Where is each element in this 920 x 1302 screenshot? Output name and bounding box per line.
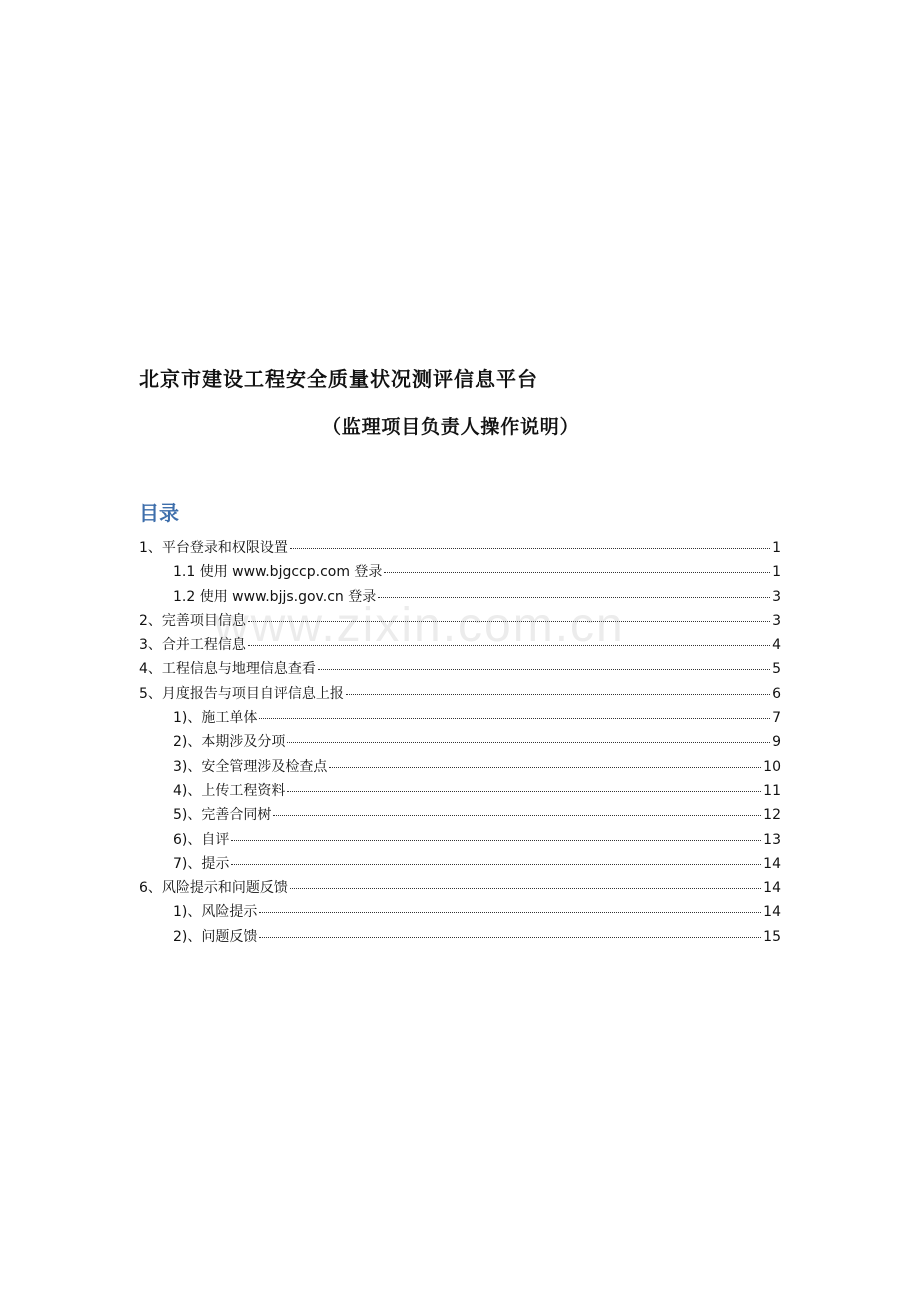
toc-leader-dots — [259, 900, 761, 913]
toc-entry-label: 3、合并工程信息 — [139, 637, 246, 654]
toc-leader-dots — [248, 609, 770, 622]
toc-leader-dots — [259, 706, 770, 719]
toc-entry-page-number: 3 — [772, 612, 781, 629]
toc-entry[interactable] — [139, 876, 781, 900]
toc-leader-dots — [290, 536, 770, 549]
toc-entry-label: 4)、上传工程资料 — [173, 782, 286, 799]
toc-entry-label: 5、月度报告与项目自评信息上报 — [139, 685, 344, 702]
toc-entry[interactable] — [139, 633, 781, 657]
toc-leader-dots — [378, 585, 770, 598]
toc-entry-page-number: 14 — [763, 855, 781, 872]
toc-entry-page-number: 9 — [772, 734, 781, 751]
toc-entry-label: 1)、风险提示 — [173, 904, 258, 921]
toc-entry-page-number: 1 — [772, 564, 781, 581]
toc-entry[interactable] — [139, 536, 781, 560]
watermark-text: www.zixin.com.cn — [214, 599, 625, 652]
toc-entry[interactable] — [139, 609, 781, 633]
toc-entry-label: 7)、提示 — [173, 855, 230, 872]
table-of-contents — [139, 536, 781, 949]
toc-entry[interactable] — [139, 585, 781, 609]
toc-leader-dots — [248, 633, 770, 646]
toc-entry[interactable] — [139, 779, 781, 803]
toc-leader-dots — [346, 682, 770, 695]
toc-entry-label: 2)、本期涉及分项 — [173, 734, 286, 751]
toc-entry-label: 1.1 使用 www.bjgccp.com 登录 — [173, 564, 383, 581]
toc-entry-label: 5)、完善合同树 — [173, 807, 272, 824]
toc-leader-dots — [231, 852, 761, 865]
toc-leader-dots — [231, 828, 761, 841]
toc-entry-label: 6、风险提示和问题反馈 — [139, 880, 288, 897]
toc-entry[interactable] — [139, 852, 781, 876]
toc-leader-dots — [384, 560, 770, 573]
toc-entry-label: 4、工程信息与地理信息查看 — [139, 661, 316, 678]
toc-entry-label: 1.2 使用 www.bjjs.gov.cn 登录 — [173, 588, 377, 605]
toc-entry-page-number: 5 — [772, 661, 781, 678]
toc-entry[interactable] — [139, 803, 781, 827]
toc-entry[interactable] — [139, 900, 781, 924]
toc-entry-label: 1、平台登录和权限设置 — [139, 540, 288, 556]
document-subtitle: （监理项目负责人操作说明） — [322, 416, 580, 438]
toc-entry[interactable] — [139, 682, 781, 706]
toc-entry-page-number: 7 — [772, 710, 781, 727]
toc-entry-page-number: 14 — [763, 904, 781, 921]
toc-entry[interactable] — [139, 828, 781, 852]
toc-leader-dots — [273, 803, 761, 816]
toc-entry-page-number: 14 — [763, 880, 781, 897]
toc-entry-label: 3)、安全管理涉及检查点 — [173, 758, 328, 775]
toc-entry-label: 2)、问题反馈 — [173, 928, 258, 945]
toc-leader-dots — [318, 657, 770, 670]
toc-entry-page-number: 4 — [772, 637, 781, 654]
toc-heading: 目录 — [139, 501, 179, 525]
toc-entry-page-number: 3 — [772, 588, 781, 605]
toc-entry[interactable] — [139, 560, 781, 584]
toc-entry-page-number: 1 — [772, 540, 781, 556]
toc-entry[interactable] — [139, 730, 781, 754]
toc-entry-page-number: 15 — [763, 928, 781, 945]
toc-entry-page-number: 6 — [772, 685, 781, 702]
toc-entry[interactable] — [139, 706, 781, 730]
toc-entry-page-number: 10 — [763, 758, 781, 775]
toc-entry-page-number: 12 — [763, 807, 781, 824]
toc-entry-page-number: 11 — [763, 782, 781, 799]
document-title: 北京市建设工程安全质量状况测评信息平台 — [139, 367, 538, 391]
toc-leader-dots — [287, 779, 761, 792]
toc-leader-dots — [290, 876, 761, 889]
toc-leader-dots — [259, 925, 761, 938]
toc-entry[interactable] — [139, 925, 781, 949]
toc-leader-dots — [329, 755, 761, 768]
toc-leader-dots — [287, 730, 770, 743]
toc-entry[interactable] — [139, 657, 781, 681]
toc-entry-label: 1)、施工单体 — [173, 710, 258, 727]
toc-entry-label: 6)、自评 — [173, 831, 230, 848]
toc-entry[interactable] — [139, 755, 781, 779]
toc-entry-label: 2、完善项目信息 — [139, 612, 246, 629]
toc-entry-page-number: 13 — [763, 831, 781, 848]
